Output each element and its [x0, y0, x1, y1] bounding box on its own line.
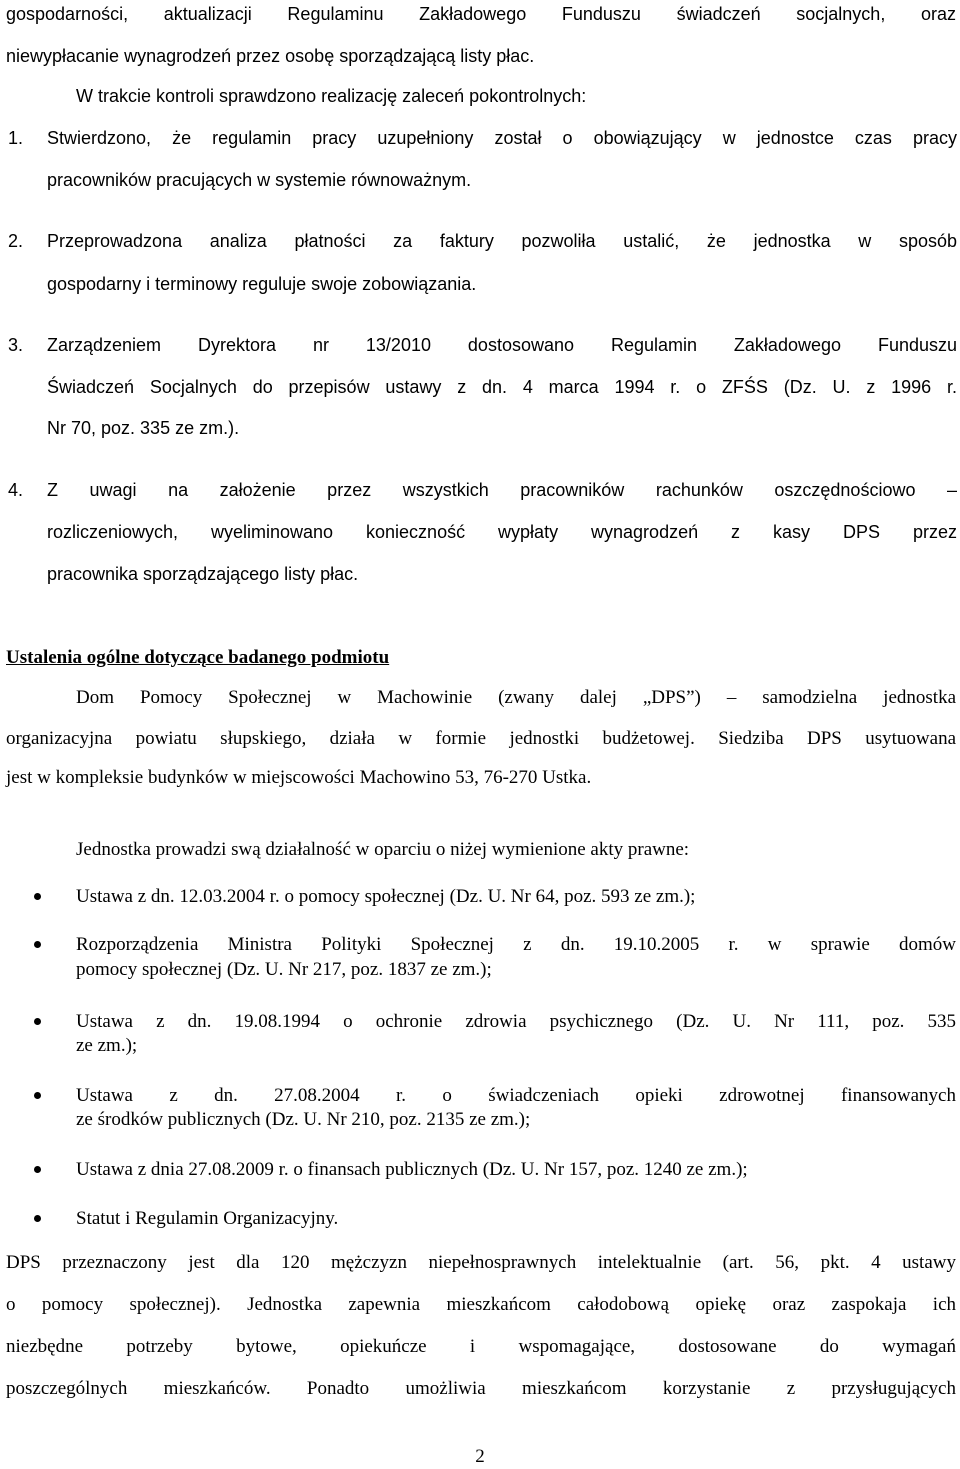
closing-line-1: DPS przeznaczony jest dla 120 mężczyzn niepełnosprawnych intelektualnie (art. 56, pkt. 4 ustawy	[6, 1252, 956, 1273]
intro-line-2: niewypłacanie wynagrodzeń przez osobę sporządzającą listy płac.	[6, 46, 535, 66]
general-line-3: jest w kompleksie budynków w miejscowości Machowino 53, 76-270 Ustka.	[6, 767, 592, 788]
bullet-icon	[34, 1215, 41, 1222]
bullet-icon	[34, 1092, 41, 1099]
legal-item-4-line-1: Ustawa z dn. 27.08.2004 r. o świadczeniach opieki zdrowotnej finansowanych	[76, 1085, 956, 1106]
intro-line-3: W trakcie kontroli sprawdzono realizację zaleceń pokontrolnych:	[76, 86, 587, 106]
legal-item-3-line-1: Ustawa z dn. 19.08.1994 o ochronie zdrowia psychicznego (Dz. U. Nr 111, poz. 535	[76, 1011, 956, 1032]
finding-3-line-3: Nr 70, poz. 335 ze zm.).	[47, 418, 240, 438]
finding-3-number: 3.	[8, 335, 24, 355]
bullet-icon	[34, 893, 41, 900]
finding-2-line-2: gospodarny i terminowy reguluje swoje zobowiązania.	[47, 274, 477, 294]
finding-4-number: 4.	[8, 480, 24, 500]
general-line-2: organizacyjna powiatu słupskiego, działa w formie jednostki budżetowej. Siedziba DPS usytuowana	[6, 728, 956, 749]
finding-4-line-2: rozliczeniowych, wyeliminowano konieczność wypłaty wynagrodzeń z kasy DPS przez	[47, 522, 957, 542]
page-number: 2	[475, 1446, 485, 1467]
finding-2-number: 2.	[8, 231, 24, 251]
legal-item-5-line-1: Ustawa z dnia 27.08.2009 r. o finansach publicznych (Dz. U. Nr 157, poz. 1240 ze zm.);	[76, 1159, 748, 1180]
finding-1-line-2: pracowników pracujących w systemie równoważnym.	[47, 170, 472, 190]
legal-basis-intro: Jednostka prowadzi swą działalność w oparciu o niżej wymienione akty prawne:	[76, 839, 690, 860]
finding-3-line-2: Świadczeń Socjalnych do przepisów ustawy z dn. 4 marca 1994 r. o ZFŚS (Dz. U. z 1996 r.	[47, 377, 957, 397]
finding-1-number: 1.	[8, 128, 24, 148]
bullet-icon	[34, 1166, 41, 1173]
closing-line-3: niezbędne potrzeby bytowe, opiekuńcze i wspomagające, dostosowane do wymagań	[6, 1336, 956, 1357]
legal-item-2-line-1: Rozporządzenia Ministra Polityki Społecznej z dn. 19.10.2005 r. w sprawie domów	[76, 934, 956, 955]
closing-line-2: o pomocy społecznej). Jednostka zapewnia mieszkańcom całodobową opiekę oraz zaspokaja ich	[6, 1294, 956, 1315]
legal-item-3-line-2: ze zm.);	[76, 1035, 138, 1056]
legal-item-1-line-1: Ustawa z dn. 12.03.2004 r. o pomocy społecznej (Dz. U. Nr 64, poz. 593 ze zm.);	[76, 886, 696, 907]
finding-4-line-1: Z uwagi na założenie przez wszystkich pracowników rachunków oszczędnościowo –	[47, 480, 957, 500]
finding-4-line-3: pracownika sporządzającego listy płac.	[47, 564, 359, 584]
bullet-icon	[34, 1018, 41, 1025]
closing-line-4: poszczególnych mieszkańców. Ponadto umożliwia mieszkańcom korzystanie z przysługujących	[6, 1378, 956, 1399]
legal-item-6-line-1: Statut i Regulamin Organizacyjny.	[76, 1208, 339, 1229]
legal-item-4-line-2: ze środków publicznych (Dz. U. Nr 210, poz. 2135 ze zm.);	[76, 1109, 531, 1130]
intro-line-1: gospodarności, aktualizacji Regulaminu Zakładowego Funduszu świadczeń socjalnych, oraz	[6, 4, 956, 24]
finding-2-line-1: Przeprowadzona analiza płatności za faktury pozwoliła ustalić, że jednostka w sposób	[47, 231, 957, 251]
section-heading: Ustalenia ogólne dotyczące badanego podmiotu	[6, 647, 390, 668]
general-line-1: Dom Pomocy Społecznej w Machowinie (zwany dalej „DPS”) – samodzielna jednostka	[76, 687, 956, 708]
legal-item-2-line-2: pomocy społecznej (Dz. U. Nr 217, poz. 1837 ze zm.);	[76, 959, 492, 980]
bullet-icon	[34, 941, 41, 948]
finding-3-line-1: Zarządzeniem Dyrektora nr 13/2010 dostosowano Regulamin Zakładowego Funduszu	[47, 335, 957, 355]
finding-1-line-1: Stwierdzono, że regulamin pracy uzupełniony został o obowiązujący w jednostce czas pracy	[47, 128, 957, 148]
